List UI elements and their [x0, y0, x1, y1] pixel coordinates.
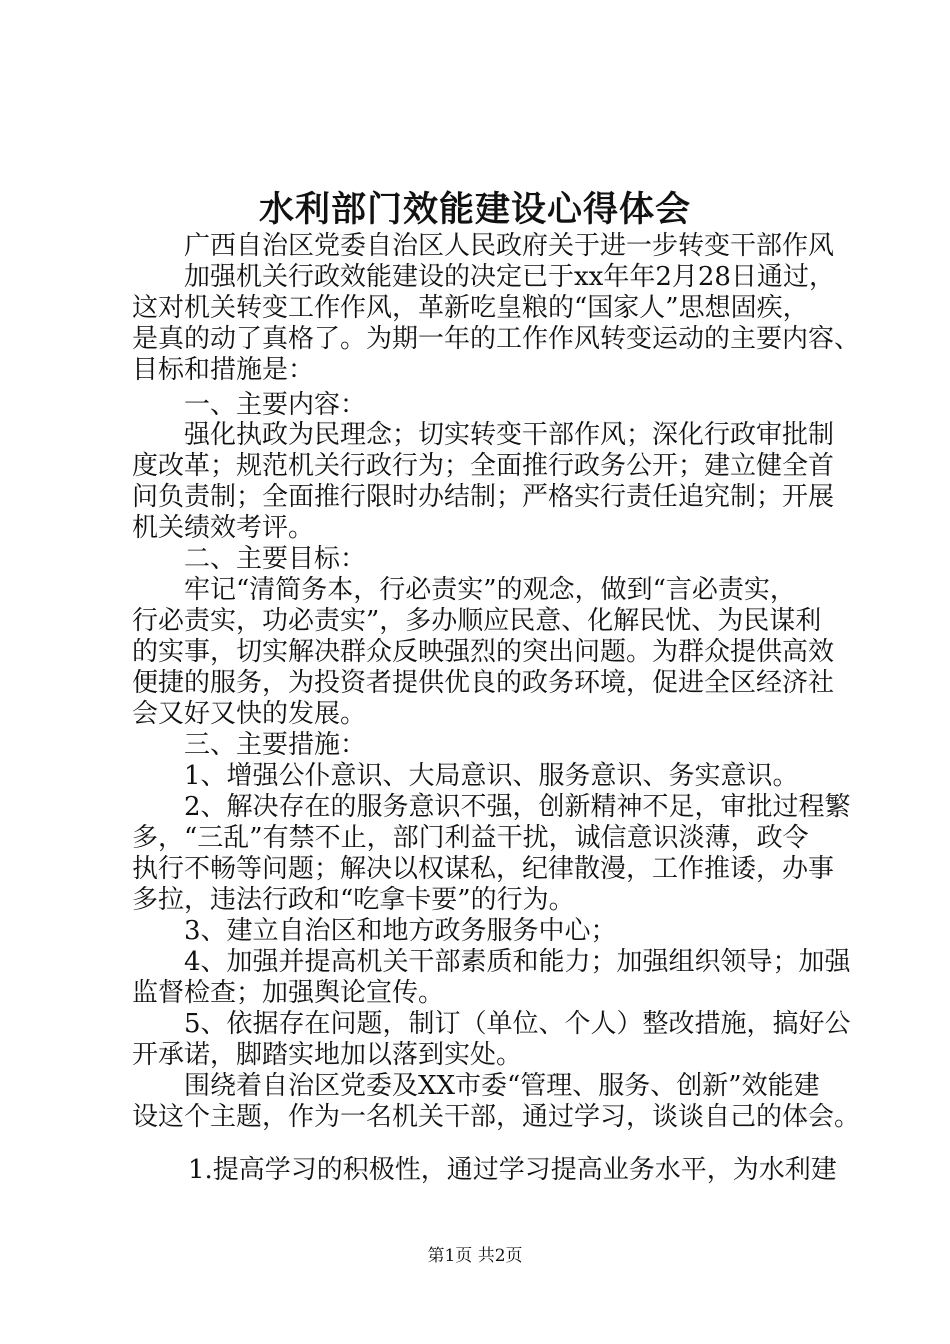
- body-line: 便捷的服务，为投资者提供优良的政务环境，促进全区经济社: [132, 668, 835, 698]
- body-line: 多拉，违法行政和“吃拿卡要”的行为。: [132, 885, 575, 915]
- body-line: 行必责实，功必责实”，多办顺应民意、化解民忧、为民谋利: [132, 606, 822, 636]
- section-heading: 一、主要内容：: [184, 390, 367, 420]
- body-line: 这对机关转变工作作风，革新吃皇粮的“国家人”思想固疾，: [132, 293, 809, 323]
- section-heading: 三、主要措施：: [184, 730, 367, 760]
- body-line: 是真的动了真格了。为期一年的工作作风转变运动的主要内容、: [132, 324, 861, 354]
- subsection-heading: 1.提高学习的积极性，通过学习提高业务水平，为水利建: [188, 1155, 837, 1185]
- body-line: 监督检查；加强舆论宣传。: [132, 978, 445, 1008]
- list-item: 1、增强公仆意识、大局意识、服务意识、务实意识。: [184, 761, 799, 791]
- section-heading: 二、主要目标：: [184, 544, 367, 574]
- body-line: 强化执政为民理念；切实转变干部作风；深化行政审批制: [184, 420, 835, 450]
- body-line: 多，“三乱”有禁不止，部门利益干扰，诚信意识淡薄，政令: [132, 823, 809, 853]
- body-line: 执行不畅等问题；解决以权谋私，纪律散漫，工作推诿，办事: [132, 854, 835, 884]
- body-line: 开承诺，脚踏实地加以落到实处。: [132, 1040, 523, 1070]
- list-item: 3、建立自治区和地方政务服务中心；: [184, 916, 617, 946]
- body-line: 围绕着自治区党委及XX市委“管理、服务、创新”效能建: [184, 1071, 820, 1101]
- document-title: 水利部门效能建设心得体会: [258, 189, 691, 230]
- list-item: 5、依据存在问题，制订（单位、个人）整改措施，搞好公: [184, 1009, 851, 1039]
- list-item: 4、加强并提高机关干部素质和能力；加强组织领导；加强: [184, 947, 851, 977]
- body-line: 广西自治区党委自治区人民政府关于进一步转变干部作风: [184, 231, 835, 261]
- body-line: 牢记“清简务本，行必责实”的观念，做到“言必责实，: [184, 575, 796, 605]
- body-line: 问负责制；全面推行限时办结制；严格实行责任追究制；开展: [132, 482, 835, 512]
- body-line: 目标和措施是：: [132, 355, 315, 385]
- body-line: 机关绩效考评。: [132, 513, 315, 543]
- body-line: 设这个主题，作为一名机关干部，通过学习，谈谈自己的体会。: [132, 1102, 861, 1132]
- body-line: 会又好又快的发展。: [132, 699, 367, 729]
- list-item: 2、解决存在的服务意识不强，创新精神不足，审批过程繁: [184, 792, 851, 822]
- body-line: 的实事，切实解决群众反映强烈的突出问题。为群众提供高效: [132, 637, 835, 667]
- body-line: 度改革；规范机关行政行为；全面推行政务公开；建立健全首: [132, 451, 835, 481]
- body-line: 加强机关行政效能建设的决定已于xx年年2月28日通过，: [184, 262, 835, 292]
- page-number-footer: 第1页 共2页: [427, 1246, 523, 1266]
